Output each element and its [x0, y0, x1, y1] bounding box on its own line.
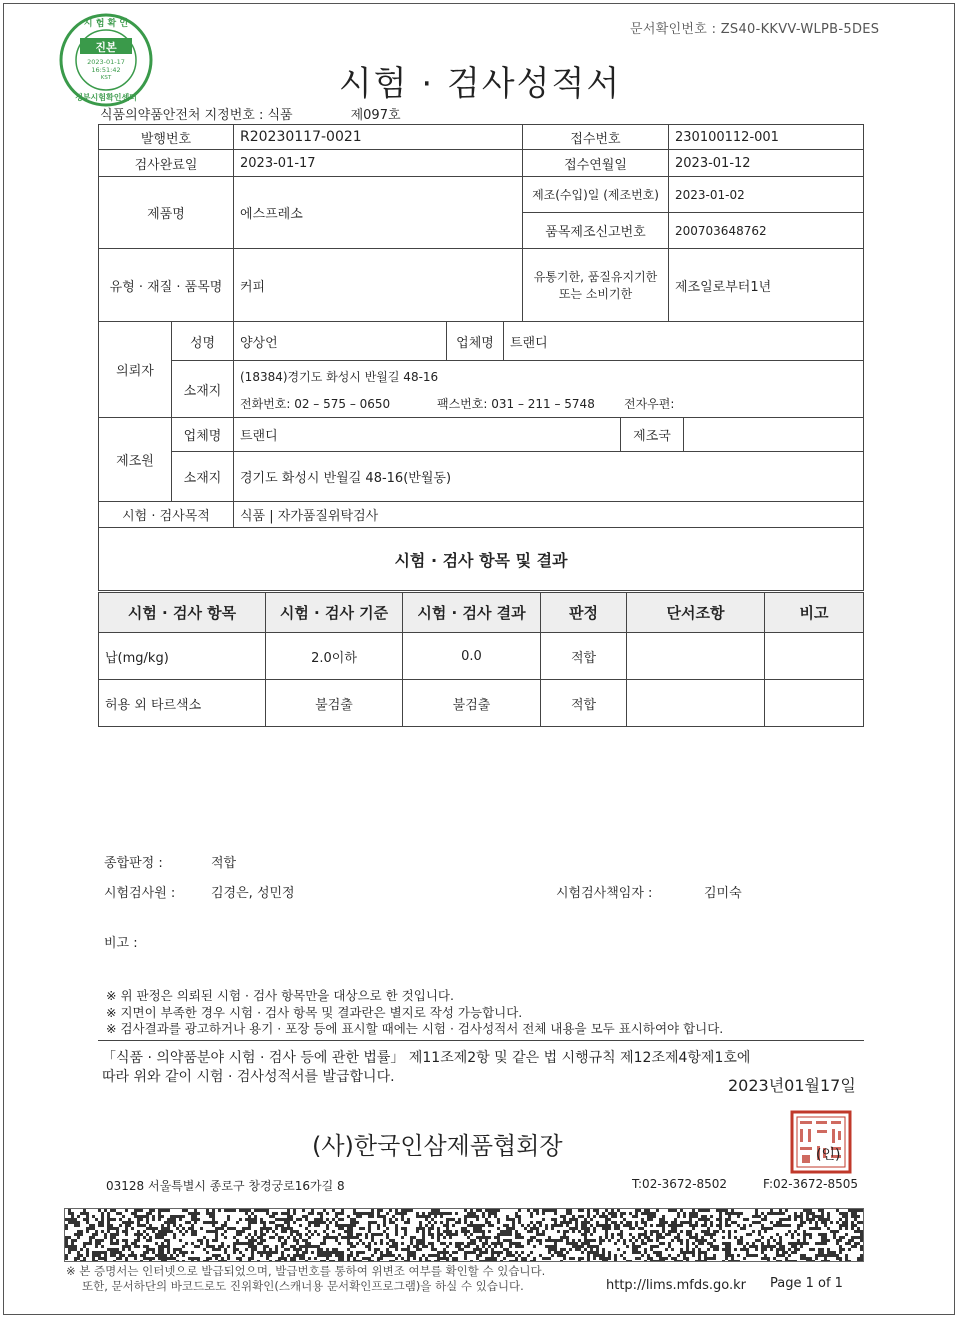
maker-company-value: 트랜디: [233, 417, 621, 452]
complete-date-value: 2023-01-17: [233, 149, 523, 177]
footer-address: 03128 서울특별시 종로구 창경궁로16가길 8: [106, 1179, 345, 1193]
results-header-item: 시험 · 검사 항목: [98, 592, 266, 633]
agency-designation: [100, 104, 401, 123]
results-header-judgement: 판정: [540, 592, 627, 633]
receipt-date-label: 접수연월일: [522, 149, 669, 177]
judgement-label: 종합판정 :: [104, 856, 163, 871]
footer-fax: F:02-3672-8505: [763, 1177, 859, 1191]
receipt-date-value: 2023-01-12: [668, 149, 864, 177]
inspector-label: 시험검사원 :: [104, 886, 176, 901]
manager-name: 김미숙: [704, 886, 742, 901]
client-company-label: 업체명: [446, 321, 504, 361]
client-fax: 팩스번호: 031 – 211 – 5748: [437, 397, 595, 411]
results-header-standard: 시험 · 검사 기준: [265, 592, 403, 633]
client-phone: 전화번호: 02 – 575 – 0650: [240, 397, 391, 411]
legal-line-1: 「식품 · 의약품분야 시험 · 검사 등에 관한 법률」 제11조제2항 및 같은 법 시행규칙 제12조제4항제1호에: [102, 1050, 751, 1066]
manufacture-date-label: 제조(수입)일 (제조번호): [522, 176, 669, 213]
results-title: 시험 · 검사 항목 및 결과: [98, 527, 864, 591]
note-line: ※ 검사결과를 광고하거나 용기 · 포장 등에 표시할 때에는 시험 · 검사성적서 전체 내용을 모두 표시하여야 합니다.: [106, 1021, 724, 1036]
seal-date: 2023-01-17: [87, 58, 125, 66]
stamp-mark: (인): [816, 1147, 841, 1163]
remark-label: 비고 :: [104, 936, 138, 951]
results-header-result: 시험 · 검사 결과: [402, 592, 541, 633]
issue-date: 2023년01월17일: [728, 1076, 856, 1095]
judgement-value: 적합: [211, 856, 237, 871]
table-row-cell: 2.0이하: [265, 632, 403, 680]
agency-line: 식품의약품안전처 지정번호 : 식품: [100, 108, 293, 123]
table-row-cell: [764, 679, 864, 727]
seal-middle-text: 진본: [95, 41, 117, 54]
product-name-label: 제품명: [98, 176, 234, 249]
product-name-value: 에스프레소: [233, 176, 523, 249]
type-label: 유형 · 재질 · 품목명: [98, 248, 234, 322]
seal-time: 16:51:42: [91, 66, 121, 74]
client-address-label: 소재지: [171, 360, 234, 418]
expiry-label-line1: 유통기한, 품질유지기한: [533, 270, 658, 284]
verification-barcode: [64, 1208, 864, 1262]
bottom-note-line: ※ 본 증명서는 인터넷으로 발급되었으며, 발급번호를 통하여 위변조 여부를 확인할 수 있습니다.: [66, 1264, 546, 1278]
note-line: ※ 지면이 부족한 경우 시험 · 검사 항목 및 결과란은 별지로 작성 가능합니다.: [106, 1005, 523, 1020]
table-row-cell: [764, 632, 864, 680]
table-row-cell: 적합: [540, 632, 627, 680]
results-header-remark: 비고: [764, 592, 864, 633]
client-address-value: (18384)경기도 화성시 반월길 48-16: [240, 370, 439, 384]
results-header-proviso: 단서조항: [626, 592, 765, 633]
client-name-label: 성명: [171, 321, 234, 361]
report-number-value: 200703648762: [668, 212, 864, 249]
receipt-number-value: 230100112-001: [668, 124, 864, 150]
footer-tel: T:02-3672-8502: [632, 1177, 728, 1191]
table-row-cell: 납(mg/kg): [98, 632, 266, 680]
official-stamp-icon: [790, 1110, 852, 1174]
report-number-label: 품목제조신고번호: [522, 212, 669, 249]
country-value: [683, 417, 864, 452]
purpose-label: 시험 · 검사목적: [98, 501, 234, 528]
table-row-cell: 불검출: [265, 679, 403, 727]
expiry-label: [522, 248, 669, 322]
table-row-cell: 불검출: [402, 679, 541, 727]
maker-address-value: 경기도 화성시 반월길 48-16(반월동): [233, 451, 864, 502]
page-indicator: Page 1 of 1: [770, 1276, 843, 1291]
expiry-value: 제조일로부터1년: [668, 248, 864, 322]
table-row-cell: [626, 679, 765, 727]
client-company-value: 트랜디: [503, 321, 864, 361]
bottom-note-line: 또한, 문서하단의 바코드로도 진위확인(스캐너용 문서확인프로그램)을 하실 수 있습니다.: [82, 1279, 524, 1293]
maker-address-label: 소재지: [171, 451, 234, 502]
maker-label: 제조원: [98, 417, 172, 502]
purpose-value: 식품 | 자가품질위탁검사: [233, 501, 864, 528]
country-label: 제조국: [620, 417, 684, 452]
agency-number: 제097호: [350, 108, 401, 123]
issue-number-value: R20230117-0021: [233, 124, 523, 150]
legal-line-2: 따라 위와 같이 시험 · 검사성적서를 발급합니다.: [102, 1069, 395, 1085]
document-check-number: 문서확인번호 : ZS40-KKVV-WLPB-5DES: [630, 22, 880, 37]
issuer-name: (사)한국인삼제품협회장: [312, 1132, 563, 1160]
client-name-value: 양상언: [233, 321, 447, 361]
lims-url[interactable]: http://lims.mfds.go.kr: [606, 1278, 746, 1293]
manager-label: 시험검사책임자 :: [556, 886, 653, 901]
type-value: 커피: [233, 248, 523, 322]
client-email: 전자우편:: [624, 397, 675, 411]
table-row-cell: 0.0: [402, 632, 541, 680]
note-line: ※ 위 판정은 의뢰된 시험 · 검사 항목만을 대상으로 한 것입니다.: [106, 988, 454, 1003]
document-title: 시험 · 검사성적서: [338, 64, 622, 104]
table-row-cell: [626, 632, 765, 680]
expiry-label-line2: 또는 소비기한: [558, 287, 633, 301]
manufacture-date-value: 2023-01-02: [668, 176, 864, 213]
table-row-cell: 적합: [540, 679, 627, 727]
seal-tz: KST: [100, 75, 112, 81]
client-label: 의뢰자: [98, 321, 172, 418]
maker-company-label: 업체명: [171, 417, 234, 452]
table-row-cell: 허용 외 타르색소: [98, 679, 266, 727]
seal-top-text: 시 험 확 인: [83, 19, 129, 29]
inspector-names: 김경은, 성민정: [211, 886, 295, 901]
barcode-icon: [65, 1209, 864, 1262]
divider: [98, 1040, 864, 1041]
complete-date-label: 검사완료일: [98, 149, 234, 177]
issue-number-label: 발행번호: [98, 124, 234, 150]
seal-bottom-text: 정부시험확인센터: [75, 93, 137, 102]
receipt-number-label: 접수번호: [522, 124, 669, 150]
